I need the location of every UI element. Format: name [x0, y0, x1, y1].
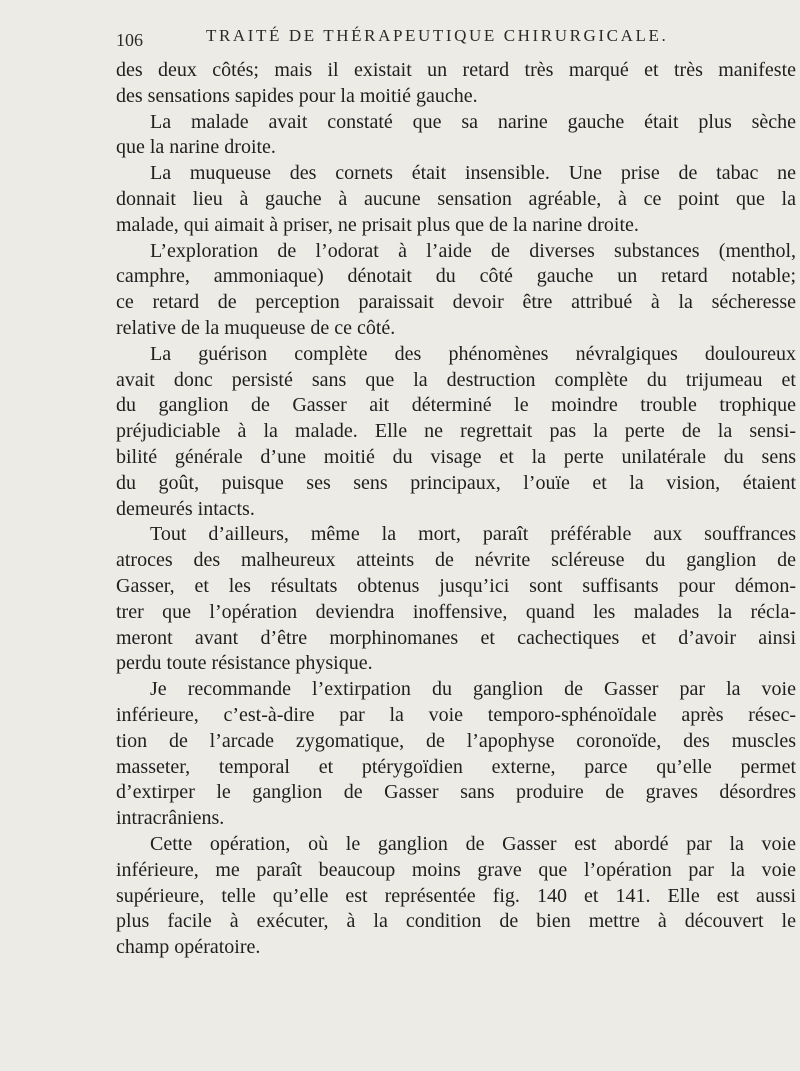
text-line: Je recommande l’extirpation du ganglion de Gasser par la voie	[150, 678, 796, 701]
text-line: La malade avait constaté que sa narine gauche était plus sèche	[150, 110, 796, 133]
paragraph	[116, 58, 796, 110]
text-line: des sensations sapides pour la moitié gauche.	[116, 84, 478, 107]
text-line: avait donc persisté sans que la destruction complète du trijumeau et	[116, 368, 796, 391]
text-line: inférieure, c’est-à-dire par la voie temporo-sphénoïdale après résec-	[116, 703, 796, 726]
text-line: malade, qui aimait à priser, ne prisait plus que de la narine droite.	[116, 213, 639, 236]
text-line: que la narine droite.	[116, 136, 276, 159]
text-line: La muqueuse des cornets était insensible. Une prise de tabac ne	[150, 162, 796, 185]
text-line: préjudiciable à la malade. Elle ne regrettait pas la perte de la sensi-	[116, 420, 796, 443]
paragraph	[116, 110, 796, 162]
text-line: relative de la muqueuse de ce côté.	[116, 316, 396, 339]
paragraph	[116, 522, 796, 677]
text-line: trer que l’opération deviendra inoffensive, quand les malades la récla-	[116, 600, 796, 623]
paragraph	[116, 677, 796, 832]
text-line: du goût, puisque ses sens principaux, l’ouïe et la vision, étaient	[116, 471, 796, 494]
text-line: supérieure, telle qu’elle est représentée fig. 140 et 141. Elle est aussi	[116, 884, 796, 907]
paragraph	[116, 342, 796, 523]
text-line: plus facile à exécuter, à la condition de bien mettre à découvert le	[116, 910, 796, 933]
text-line: demeurés intacts.	[116, 497, 255, 520]
page-header	[116, 26, 796, 50]
text-line: Gasser, et les résultats obtenus jusqu’ici sont suffisants pour démon-	[116, 574, 796, 597]
text-line: Cette opération, où le ganglion de Gasser est abordé par la voie	[150, 832, 796, 855]
text-line: inférieure, me paraît beaucoup moins grave que l’opération par la voie	[116, 858, 796, 881]
running-title: TRAITÉ DE THÉRAPEUTIQUE CHIRURGICALE.	[206, 26, 669, 45]
text-line: des deux côtés; mais il existait un retard très marqué et très manifeste	[116, 59, 796, 81]
text-line: ce retard de perception paraissait devoir être attribué à la sécheresse	[116, 291, 796, 314]
page-number: 106	[116, 30, 143, 50]
text-line: L’exploration de l’odorat à l’aide de diverses substances (menthol,	[150, 239, 796, 262]
text-line: atroces des malheureux atteints de névrite scléreuse du ganglion de	[116, 549, 796, 572]
text-line: intracrâniens.	[116, 807, 225, 830]
text-line: d’extirper le ganglion de Gasser sans produire de graves désordres	[116, 781, 796, 804]
text-line: bilité générale d’une moitié du visage et la perte unilatérale du sens	[116, 445, 796, 468]
paragraph	[116, 832, 796, 961]
text-line: meront avant d’être morphinomanes et cachectiques et d’avoir ainsi	[116, 626, 796, 649]
text-line: camphre, ammoniaque) dénotait du côté gauche un retard notable;	[116, 265, 796, 288]
text-line: masseter, temporal et ptérygoïdien externe, parce qu’elle permet	[116, 755, 796, 778]
text-line: donnait lieu à gauche à aucune sensation agréable, à ce point que la	[116, 187, 796, 210]
text-line: champ opératoire.	[116, 936, 261, 959]
paragraph	[116, 161, 796, 238]
paragraph	[116, 239, 796, 342]
body-text	[116, 58, 796, 961]
text-line: Tout d’ailleurs, même la mort, paraît préférable aux souffrances	[150, 523, 796, 546]
text-line: La guérison complète des phénomènes névralgiques douloureux	[150, 342, 796, 365]
text-line: perdu toute résistance physique.	[116, 652, 373, 675]
text-line: du ganglion de Gasser ait déterminé le moindre trouble trophique	[116, 394, 796, 417]
text-line: tion de l’arcade zygomatique, de l’apophyse coronoïde, des muscles	[116, 729, 796, 752]
